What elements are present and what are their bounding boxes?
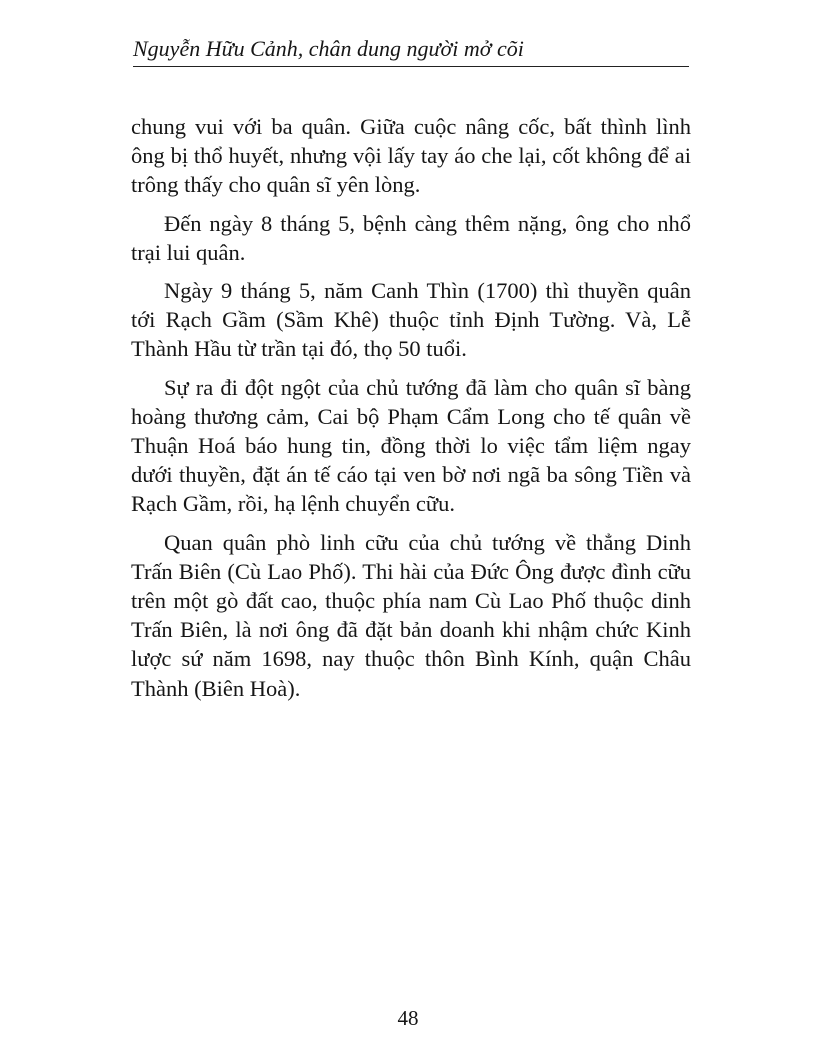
page-number: 48 — [397, 1006, 419, 1030]
paragraph-4: Sự ra đi đột ngột của chủ tướng đã làm cho quân sĩ bàng hoàng thương cảm, Cai bộ Phạm Cẩm Long cho tế quân về Thuận Hoá báo hung tin, đồng thời lo việc tẩm liệm ngay dưới thuyền, đặt án tế cáo tại ven bờ nơi ngã ba sông Tiền và Rạch Gầm, rồi, hạ lệnh chuyển cữu. — [131, 374, 691, 517]
running-title: Nguyễn Hữu Cảnh, chân dung người mở cõi — [133, 36, 524, 61]
running-header — [133, 32, 689, 67]
paragraph-2: Đến ngày 8 tháng 5, bệnh càng thêm nặng, ông cho nhổ trại lui quân. — [131, 210, 691, 265]
paragraph-1: chung vui với ba quân. Giữa cuộc nâng cốc, bất thình lình ông bị thổ huyết, nhưng vội lấy tay áo che lại, cốt không để ai trông thấy cho quân sĩ yên lòng. — [131, 114, 691, 198]
paragraph-5: Quan quân phò linh cữu của chủ tướng về thẳng Dinh Trấn Biên (Cù Lao Phố). Thi hài của Đức Ông được đình cữu trên một gò đất cao, thuộc phía nam Cù Lao Phố thuộc dinh Trấn Biên, là nơi ông đã đặt bản doanh khi nhậm chức Kinh lược sứ năm 1698, nay thuộc thôn Bình Kính, quận Châu Thành (Biên Hoà). — [131, 529, 691, 701]
paragraph-3: Ngày 9 tháng 5, năm Canh Thìn (1700) thì thuyền quân tới Rạch Gầm (Sầm Khê) thuộc tỉnh Định Tường. Và, Lễ Thành Hầu từ trần tại đó, thọ 50 tuổi. — [131, 278, 691, 362]
body-text — [131, 112, 691, 712]
